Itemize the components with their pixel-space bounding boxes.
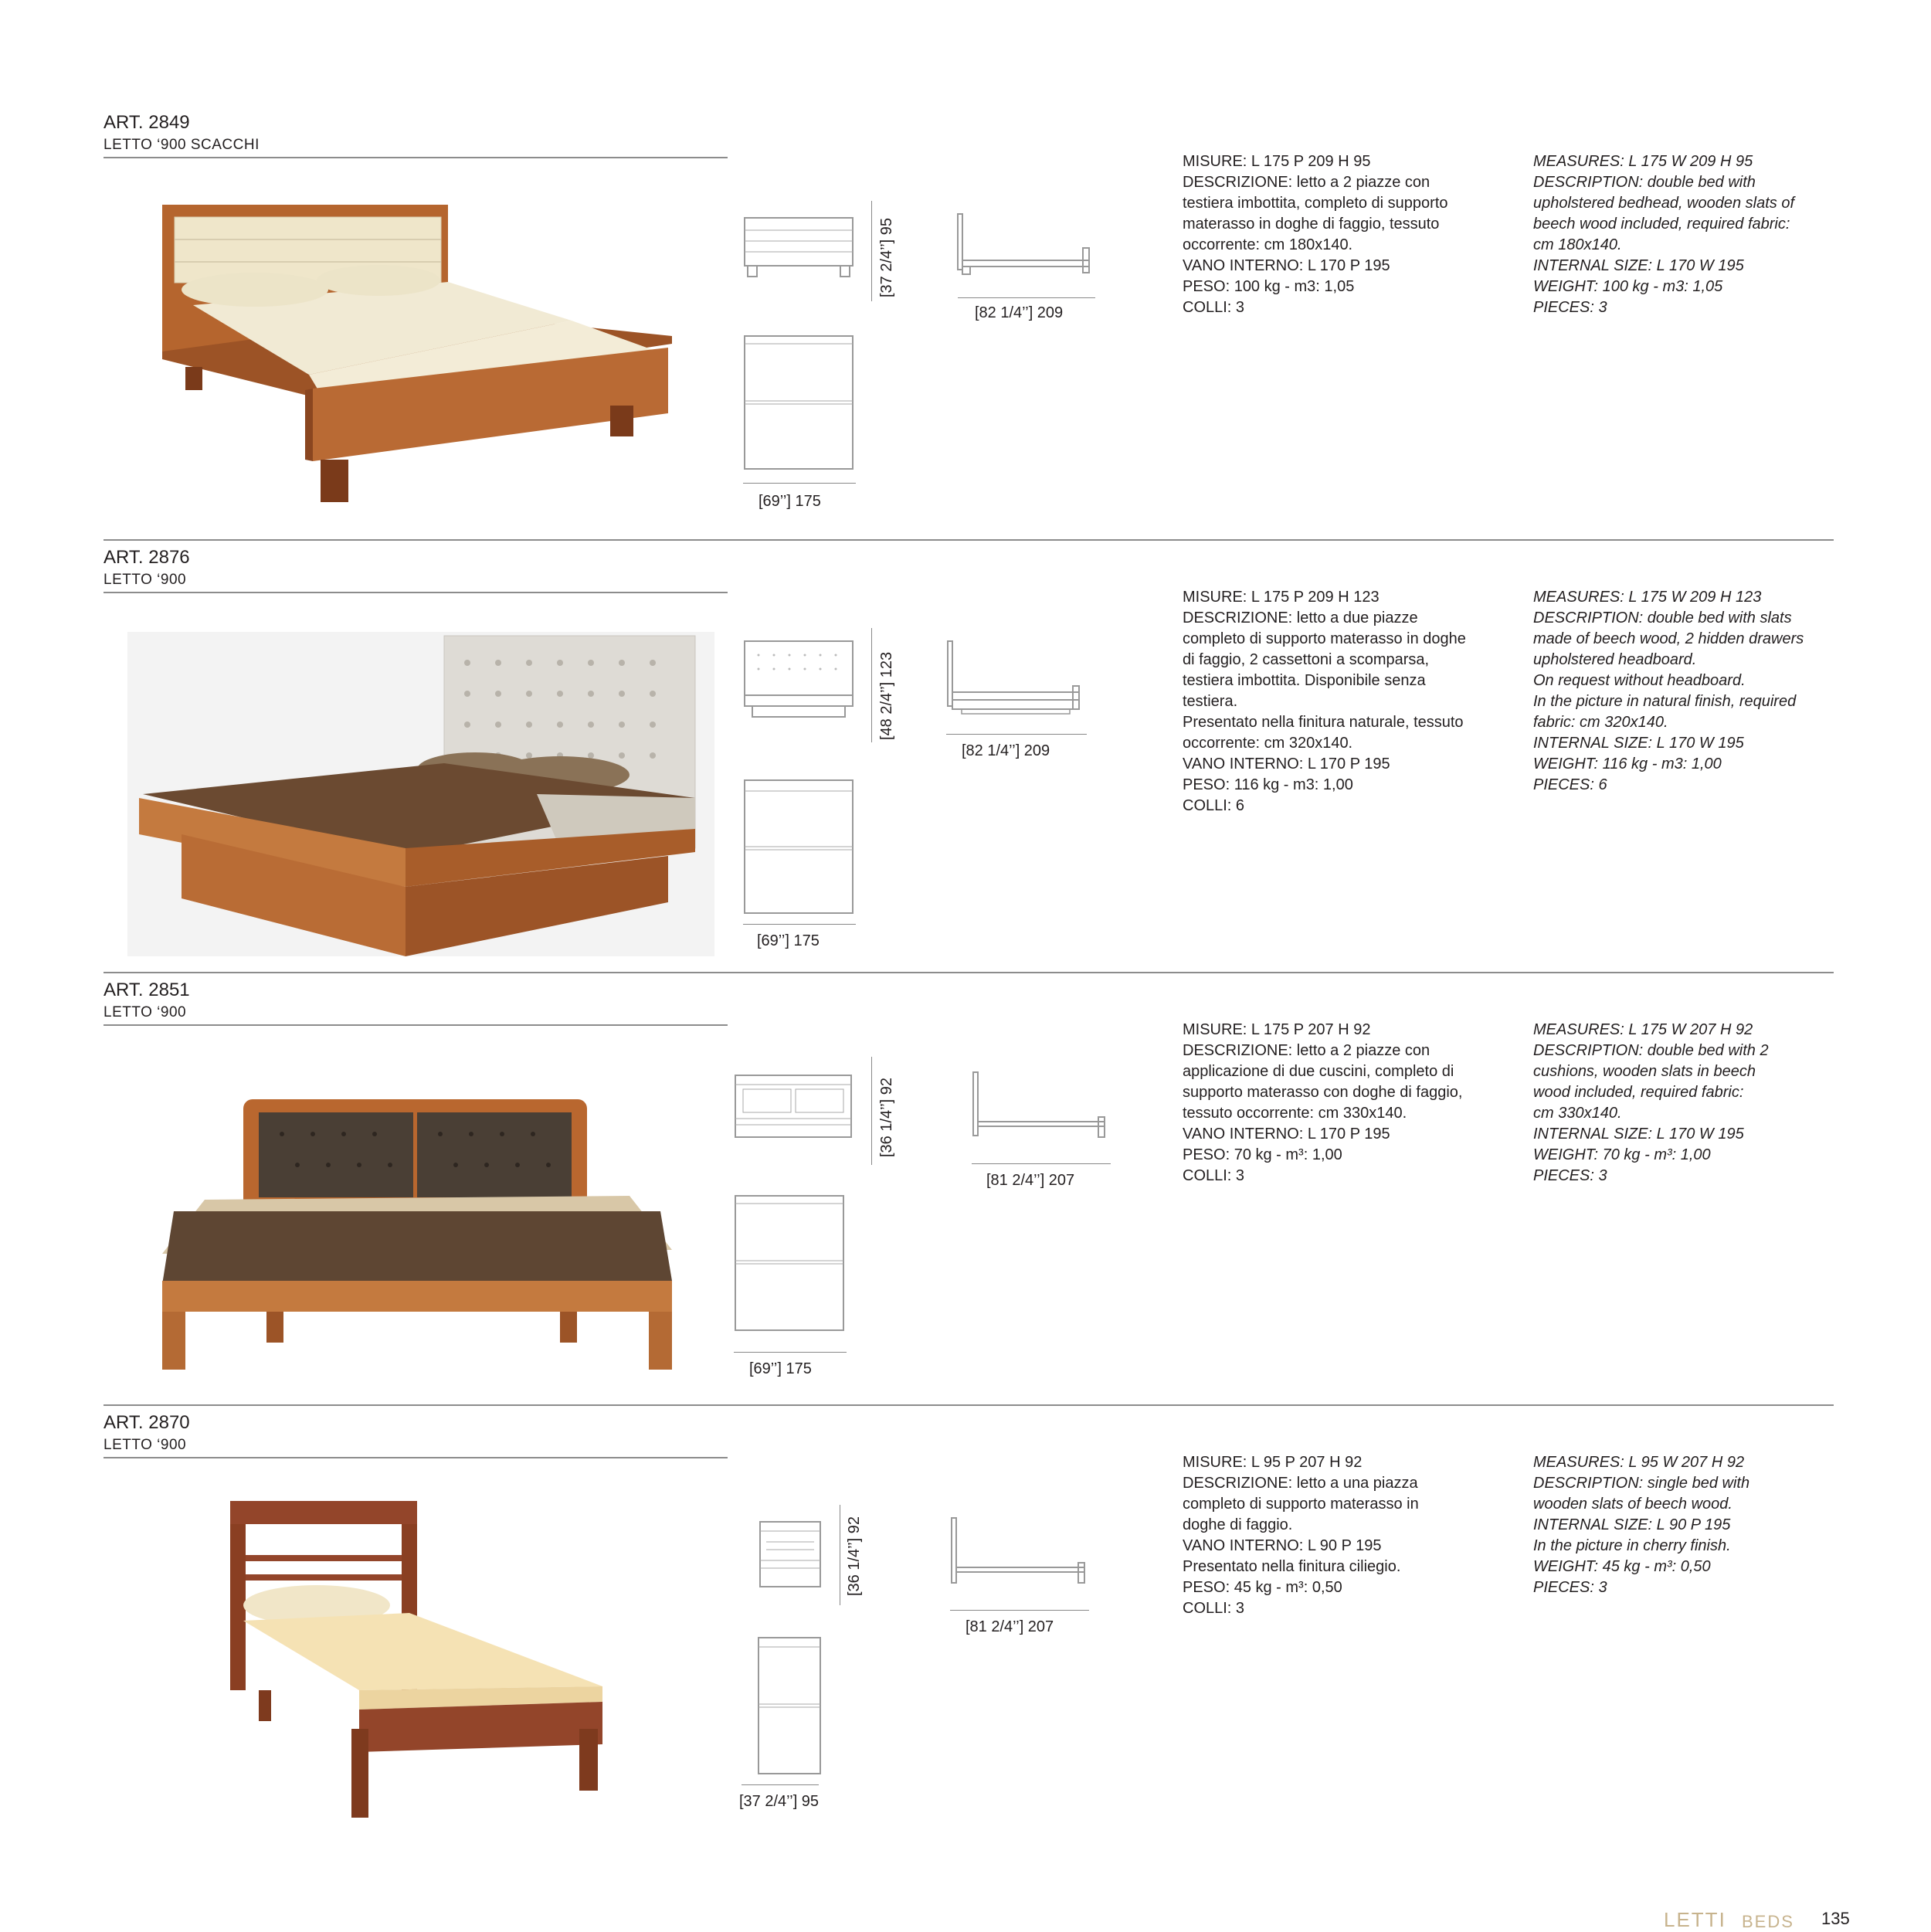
depth-dim-line xyxy=(958,297,1095,298)
en-line: DESCRIPTION: double bed with xyxy=(1533,174,1756,191)
it-line: completo di supporto materasso in doghe xyxy=(1183,630,1466,647)
it-line: tessuto occorrente: cm 330x140. xyxy=(1183,1105,1407,1122)
it-line: testiera. xyxy=(1183,693,1238,710)
en-line: PIECES: 3 xyxy=(1533,1167,1607,1184)
it-line: MISURE: L 95 P 207 H 92 xyxy=(1183,1454,1363,1471)
en-line: upholstered bedhead, wooden slats of xyxy=(1533,195,1795,212)
en-line: cushions, wooden slats in beech xyxy=(1533,1063,1756,1080)
en-line: MEASURES: L 95 W 207 H 92 xyxy=(1533,1454,1745,1471)
section-separator xyxy=(104,972,1834,973)
it-line: PESO: 70 kg - m³: 1,00 xyxy=(1183,1146,1342,1163)
depth-dimension: [81 2/4’’] 207 xyxy=(986,1172,1075,1189)
height-dimension: [36 1/4’’] 92 xyxy=(846,1516,863,1596)
en-line: In the picture in cherry finish. xyxy=(1533,1537,1731,1554)
english-description xyxy=(1533,1452,1858,1598)
height-dim-line xyxy=(871,201,872,301)
footer-subsection-label: BEDS xyxy=(1742,1912,1794,1931)
top-view-drawing xyxy=(757,1636,823,1778)
en-line: MEASURES: L 175 W 209 H 95 xyxy=(1533,153,1753,170)
it-line: COLLI: 3 xyxy=(1183,1167,1245,1184)
title-underline xyxy=(104,157,728,158)
section-separator xyxy=(104,1404,1834,1406)
article-number: ART. 2851 xyxy=(104,980,190,1000)
it-line: Presentato nella finitura naturale, tessuto xyxy=(1183,714,1464,731)
article-number: ART. 2876 xyxy=(104,547,190,568)
en-line: cm 180x140. xyxy=(1533,236,1622,253)
depth-dim-line xyxy=(972,1163,1111,1164)
front-view-drawing xyxy=(758,1520,823,1593)
it-line: PESO: 116 kg - m3: 1,00 xyxy=(1183,776,1353,793)
page-number: 135 xyxy=(1821,1909,1850,1928)
product-name: LETTO ‘900 xyxy=(104,1004,187,1020)
product-photo-bed-2870 xyxy=(228,1497,606,1822)
it-line: supporto materasso con doghe di faggio, xyxy=(1183,1084,1463,1101)
en-line: made of beech wood, 2 hidden drawers xyxy=(1533,630,1804,647)
it-line: COLLI: 3 xyxy=(1183,1600,1245,1617)
it-line: DESCRIZIONE: letto a una piazza xyxy=(1183,1475,1418,1492)
product-section-2849 xyxy=(0,112,1931,545)
title-underline xyxy=(104,592,728,593)
english-description xyxy=(1533,1020,1858,1187)
height-dim-line xyxy=(871,628,872,742)
en-line: WEIGHT: 45 kg - m³: 0,50 xyxy=(1533,1558,1711,1575)
depth-dimension: [82 1/4’’] 209 xyxy=(975,304,1064,321)
english-description xyxy=(1533,151,1858,318)
product-photo-bed-2849 xyxy=(154,197,680,506)
depth-dim-line xyxy=(946,734,1087,735)
italian-description xyxy=(1183,1020,1507,1187)
it-line: applicazione di due cuscini, completo di xyxy=(1183,1063,1454,1080)
width-dim-line xyxy=(734,1352,847,1353)
product-section-2870 xyxy=(0,1412,1931,1845)
top-view-drawing xyxy=(743,334,856,474)
it-line: MISURE: L 175 P 209 H 123 xyxy=(1183,589,1380,606)
it-line: testiera imbottita. Disponibile senza xyxy=(1183,672,1426,689)
en-line: WEIGHT: 70 kg - m³: 1,00 xyxy=(1533,1146,1711,1163)
front-view-drawing xyxy=(743,216,856,283)
en-line: PIECES: 3 xyxy=(1533,299,1607,316)
it-line: PESO: 100 kg - m3: 1,05 xyxy=(1183,278,1355,295)
side-view-drawing xyxy=(972,1071,1111,1140)
en-line: INTERNAL SIZE: L 90 P 195 xyxy=(1533,1516,1731,1533)
en-line: INTERNAL SIZE: L 170 W 195 xyxy=(1533,735,1744,752)
top-view-drawing xyxy=(734,1194,847,1335)
en-line: INTERNAL SIZE: L 170 W 195 xyxy=(1533,257,1744,274)
en-line: PIECES: 6 xyxy=(1533,776,1607,793)
it-line: DESCRIZIONE: letto a 2 piazze con xyxy=(1183,1042,1430,1059)
footer-section-label: LETTI xyxy=(1664,1908,1726,1931)
front-view-drawing xyxy=(743,640,856,725)
front-view-drawing xyxy=(734,1074,854,1140)
height-dimension: [37 2/4’’] 95 xyxy=(878,217,895,297)
width-dimension: [69’’] 175 xyxy=(758,493,821,510)
it-line: VANO INTERNO: L 90 P 195 xyxy=(1183,1537,1382,1554)
section-separator xyxy=(104,539,1834,541)
it-line: di faggio, 2 cassettoni a scomparsa, xyxy=(1183,651,1430,668)
it-line: occorrente: cm 180x140. xyxy=(1183,236,1353,253)
it-line: MISURE: L 175 P 207 H 92 xyxy=(1183,1021,1371,1038)
it-line: testiera imbottita, completo di supporto xyxy=(1183,195,1448,212)
title-underline xyxy=(104,1457,728,1458)
product-section-2851 xyxy=(0,980,1931,1412)
en-line: wooden slats of beech wood. xyxy=(1533,1496,1732,1513)
it-line: VANO INTERNO: L 170 P 195 xyxy=(1183,1126,1390,1143)
it-line: completo di supporto materasso in xyxy=(1183,1496,1419,1513)
product-name: LETTO ‘900 xyxy=(104,1437,187,1453)
it-line: VANO INTERNO: L 170 P 195 xyxy=(1183,257,1390,274)
width-dim-line xyxy=(743,483,856,484)
en-line: fabric: cm 320x140. xyxy=(1533,714,1668,731)
it-line: DESCRIZIONE: letto a due piazze xyxy=(1183,609,1418,626)
width-dimension: [37 2/4’’] 95 xyxy=(739,1793,820,1810)
en-line: cm 330x140. xyxy=(1533,1105,1622,1122)
it-line: doghe di faggio. xyxy=(1183,1516,1293,1533)
side-view-drawing xyxy=(950,1516,1091,1591)
width-dim-line xyxy=(743,924,856,925)
it-line: PESO: 45 kg - m³: 0,50 xyxy=(1183,1579,1342,1596)
en-line: DESCRIPTION: double bed with slats xyxy=(1533,609,1792,626)
en-line: DESCRIPTION: double bed with 2 xyxy=(1533,1042,1769,1059)
product-section-2876 xyxy=(0,547,1931,980)
it-line: Presentato nella finitura ciliegio. xyxy=(1183,1558,1401,1575)
en-line: MEASURES: L 175 W 207 H 92 xyxy=(1533,1021,1753,1038)
title-underline xyxy=(104,1024,728,1026)
top-view-drawing xyxy=(743,779,856,918)
it-line: MISURE: L 175 P 209 H 95 xyxy=(1183,153,1371,170)
it-line: occorrente: cm 320x140. xyxy=(1183,735,1353,752)
depth-dimension: [82 1/4’’] 209 xyxy=(962,742,1050,759)
en-line: upholstered headboard. xyxy=(1533,651,1697,668)
article-number: ART. 2849 xyxy=(104,112,190,133)
en-line: WEIGHT: 116 kg - m3: 1,00 xyxy=(1533,755,1722,772)
italian-description xyxy=(1183,1452,1507,1619)
italian-description xyxy=(1183,587,1507,817)
english-description xyxy=(1533,587,1858,796)
height-dimension: [48 2/4’’] 123 xyxy=(878,651,895,740)
en-line: MEASURES: L 175 W 209 H 123 xyxy=(1533,589,1762,606)
en-line: On request without headboard. xyxy=(1533,672,1746,689)
en-line: In the picture in natural finish, required xyxy=(1533,693,1797,710)
it-line: COLLI: 6 xyxy=(1183,797,1245,814)
it-line: VANO INTERNO: L 170 P 195 xyxy=(1183,755,1390,772)
it-line: materasso in doghe di faggio, tessuto xyxy=(1183,216,1440,233)
depth-dim-line xyxy=(950,1610,1089,1611)
product-photo-bed-2876 xyxy=(127,632,714,956)
height-dimension: [36 1/4’’] 92 xyxy=(878,1077,895,1157)
depth-dimension: [81 2/4’’] 207 xyxy=(966,1618,1054,1635)
italian-description xyxy=(1183,151,1507,318)
width-dimension: [69’’] 175 xyxy=(749,1360,812,1377)
side-view-drawing xyxy=(956,212,1095,282)
height-dim-line xyxy=(871,1057,872,1165)
width-dimension: [69’’] 175 xyxy=(757,932,820,949)
side-view-drawing xyxy=(946,640,1087,725)
en-line: WEIGHT: 100 kg - m3: 1,05 xyxy=(1533,278,1723,295)
it-line: DESCRIZIONE: letto a 2 piazze con xyxy=(1183,174,1430,191)
product-name: LETTO ‘900 SCACCHI xyxy=(104,137,260,153)
en-line: wood included, required fabric: xyxy=(1533,1084,1744,1101)
product-photo-bed-2851 xyxy=(158,1095,684,1373)
en-line: beech wood included, required fabric: xyxy=(1533,216,1790,233)
en-line: PIECES: 3 xyxy=(1533,1579,1607,1596)
en-line: DESCRIPTION: single bed with xyxy=(1533,1475,1750,1492)
width-dim-line xyxy=(742,1784,819,1785)
it-line: COLLI: 3 xyxy=(1183,299,1245,316)
en-line: INTERNAL SIZE: L 170 W 195 xyxy=(1533,1126,1744,1143)
product-name: LETTO ‘900 xyxy=(104,572,187,588)
article-number: ART. 2870 xyxy=(104,1412,190,1433)
